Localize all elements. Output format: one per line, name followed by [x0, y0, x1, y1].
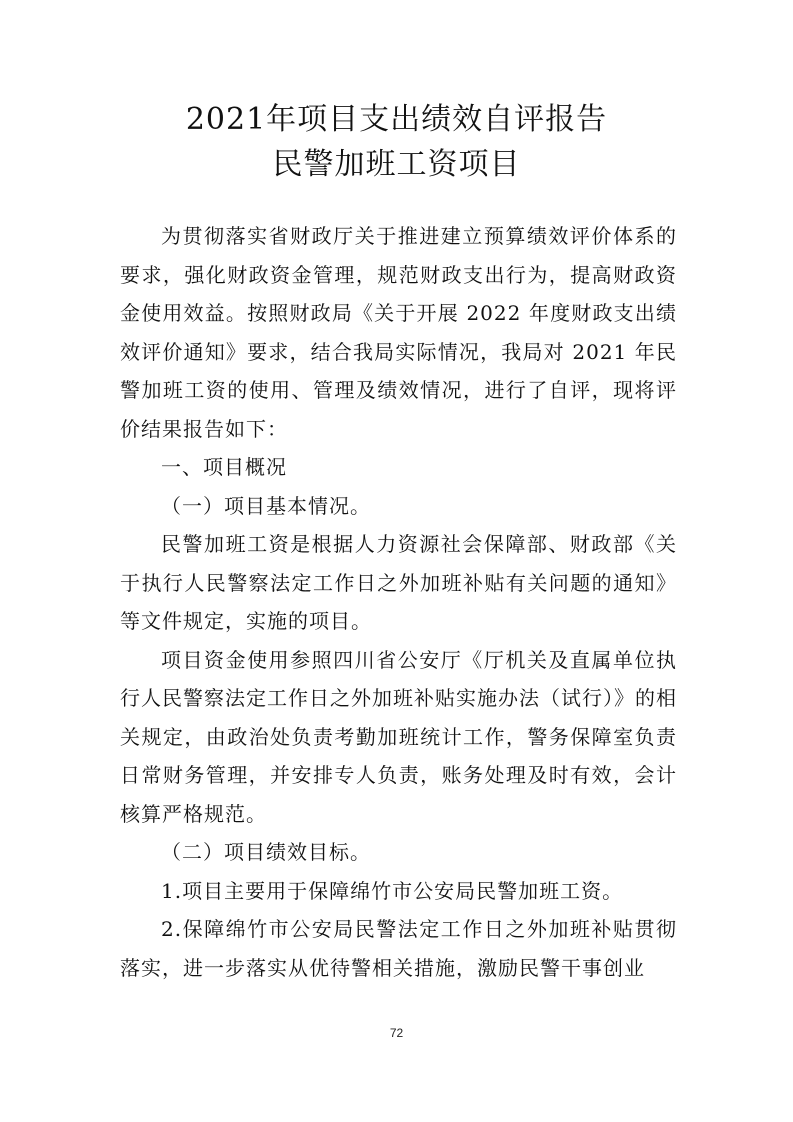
section-heading-overview: 一、项目概况	[161, 455, 287, 479]
report-title: 2021年项目支出绩效自评报告	[185, 102, 608, 137]
subsection-heading-basic-info: （一）项目基本情况。	[161, 493, 371, 518]
subsection-heading-goals: （二）项目绩效目标。	[161, 840, 371, 864]
report-subtitle: 民警加班工资项目	[272, 147, 521, 182]
fund-usage-paragraph: 项目资金使用参照四川省公安厅《厅机关及直属单位执行人民警察法定工作日之外加班补贴实施办法（试行）》的相关规定，由政治处负责考勤加班统计工作，警务保障室负责日常财务管理，并安排专人负责，账务处理及时有效，会计核算严格规范。	[120, 647, 677, 826]
goal-item-1: 1.项目主要用于保障绵竹市公安局民警加班工资。	[161, 878, 624, 903]
report-body	[120, 217, 677, 987]
basic-info-paragraph: 民警加班工资是根据人力资源社会保障部、财政部《关于执行人民警察法定工作日之外加班补贴有关问题的通知》等文件规定，实施的项目。	[120, 532, 677, 633]
intro-paragraph: 为贯彻落实省财政厅关于推进建立预算绩效评价体系的要求，强化财政资金管理，规范财政支出行为，提高财政资金使用效益。按照财政局《关于开展 2022 年度财政支出绩效评价通知》要求，结合我局实际情况，我局对 2021 年民警加班工资的使用、管理及绩效情况，进行了自评，现将评价结果报告如下：	[120, 224, 677, 441]
goal-item-2: 2.保障绵竹市公安局民警法定工作日之外加班补贴贯彻落实，进一步落实从优待警相关措施，激励民警干事创业	[120, 917, 677, 980]
page-number: 72	[389, 1026, 404, 1040]
